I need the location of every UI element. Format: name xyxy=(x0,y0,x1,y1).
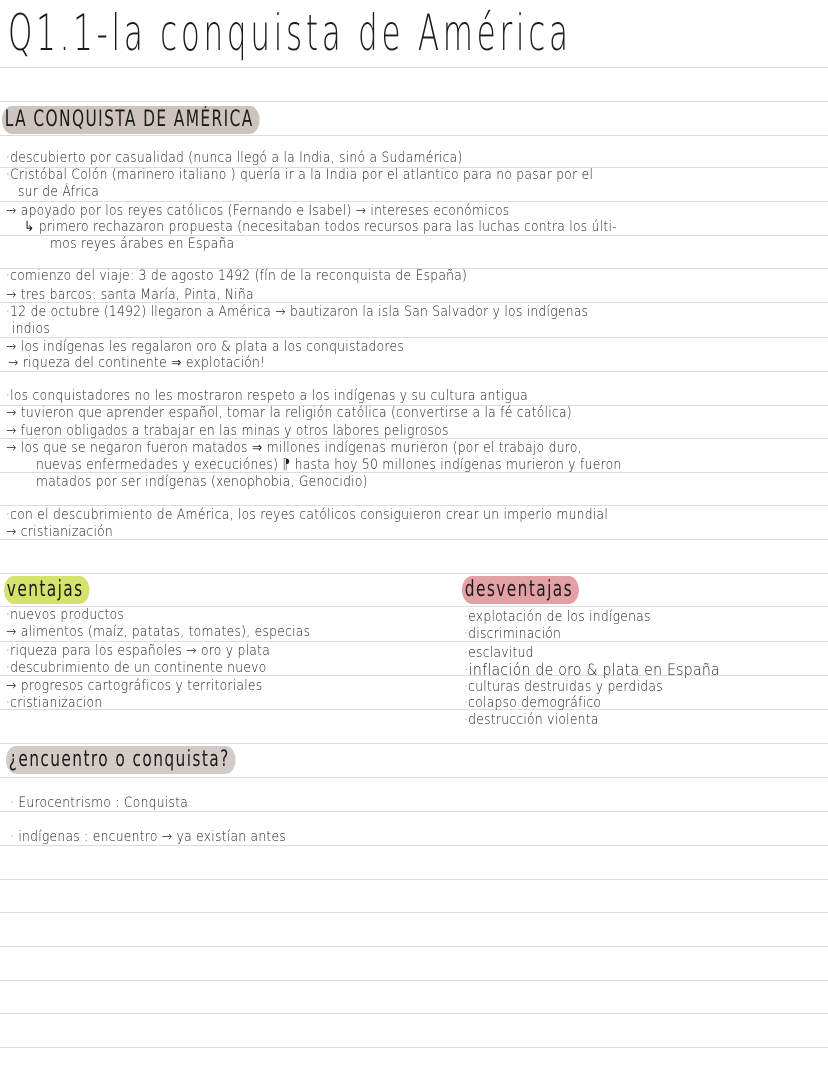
section-heading-conquista: LA CONQUISTA DE AMÉRICA xyxy=(2,106,259,134)
ventaja-item: ·descubrimiento de un continente nuevo xyxy=(6,660,267,676)
note-line: ·los conquistadores no les mostraron respeto a los indígenas y su cultura antigua xyxy=(6,388,528,404)
rule-line xyxy=(0,505,828,506)
note-line: → tuvieron que aprender español, tomar la religión católica (convertirse a la fé católica) xyxy=(6,405,572,421)
ventaja-item: ·cristianizacion xyxy=(6,695,103,711)
desventaja-item: ·inflación de oro & plata en España xyxy=(464,660,720,679)
encuentro-item: · indígenas : encuentro → ya existían antes xyxy=(10,829,287,845)
rule-line xyxy=(0,1047,828,1048)
rule-line xyxy=(0,67,828,68)
ventaja-item: ·riqueza para los españoles → oro y plata xyxy=(6,643,271,659)
rule-line xyxy=(0,641,828,642)
desventaja-item: ·explotación de los indígenas xyxy=(464,609,651,625)
note-line: ·con el descubrimiento de América, los reyes católicos consiguieron crear un imperio mundial xyxy=(6,507,609,523)
note-line: → tres barcos: santa María, Pinta, Niña xyxy=(6,287,254,303)
rule-line xyxy=(0,101,828,102)
note-line: → los indígenas les regalaron oro & plata a los conquistadores xyxy=(6,339,405,355)
note-line: indios xyxy=(12,321,51,337)
note-line: ·descubierto por casualidad (nunca llegó a la India, sinó a Sudamérica) xyxy=(6,150,463,166)
desventaja-item: ·colapso demográfico xyxy=(464,695,602,711)
note-line: mos reyes árabes en España xyxy=(50,236,235,252)
ventaja-item: → progresos cartográficos y territoriales xyxy=(6,678,263,694)
note-line: → riqueza del continente ⇒ explotación! xyxy=(8,355,266,371)
section-heading-ventajas: ventajas xyxy=(4,576,89,604)
note-line: ↳ primero rechazaron propuesta (necesitaban todos recursos para las luchas contra los últi- xyxy=(24,219,617,235)
note-line: sur de África xyxy=(18,184,100,200)
rule-line xyxy=(0,573,828,574)
rule-line xyxy=(0,980,828,981)
rule-line xyxy=(0,709,828,710)
rule-line xyxy=(0,606,828,607)
note-line: → apoyado por los reyes católicos (Fernando e Isabel) → intereses económicos xyxy=(6,203,510,219)
rule-line xyxy=(0,743,828,744)
rule-line xyxy=(0,879,828,880)
desventaja-item: ·culturas destruidas y perdidas xyxy=(464,679,663,695)
note-line: ·Cristóbal Colón (marinero italiano ) quería ir a la India por el atlantico para no pasar por el xyxy=(6,167,594,183)
rule-line xyxy=(0,777,828,778)
note-line: matados por ser indígenas (xenophobia, Genocidio) xyxy=(36,474,368,490)
rule-line xyxy=(0,912,828,913)
desventaja-item: ·destrucción violenta xyxy=(464,712,599,728)
section-heading-desventajas: desventajas xyxy=(462,576,579,604)
rule-line xyxy=(0,539,828,540)
rule-line xyxy=(0,201,828,202)
ventaja-item: → alimentos (maíz, patatas, tomates), especias xyxy=(6,624,311,640)
desventaja-item: ·discriminación xyxy=(464,626,562,642)
rule-line xyxy=(0,135,828,136)
note-line: nuevas enfermedades y execuciónes) ⁋ hasta hoy 50 millones indígenas murieron y fueron xyxy=(36,457,622,473)
rule-line xyxy=(0,337,828,338)
note-line: → cristianización xyxy=(6,524,114,540)
encuentro-item: · Eurocentrismo : Conquista xyxy=(10,795,189,811)
page-title: Q1.1-la conquista de América xyxy=(8,4,572,62)
note-line: → fueron obligados a trabajar en las minas y otros labores peligrosos xyxy=(6,423,449,439)
note-line: ·comienzo del viaje: 3 de agosto 1492 (fín de la reconquista de España) xyxy=(6,268,468,284)
note-line: → los que se negaron fueron matados ⇒ millones indígenas murieron (por el trabajo duro, xyxy=(6,440,582,456)
rule-line xyxy=(0,946,828,947)
rule-line xyxy=(0,1013,828,1014)
note-line: ·12 de octubre (1492) llegaron a América → bautizaron la isla San Salvador y los indígenas xyxy=(6,304,589,320)
desventaja-item: ·esclavitud xyxy=(464,645,534,661)
section-heading-encuentro: ¿encuentro o conquista? xyxy=(6,746,235,774)
ventaja-item: ·nuevos productos xyxy=(6,607,125,623)
